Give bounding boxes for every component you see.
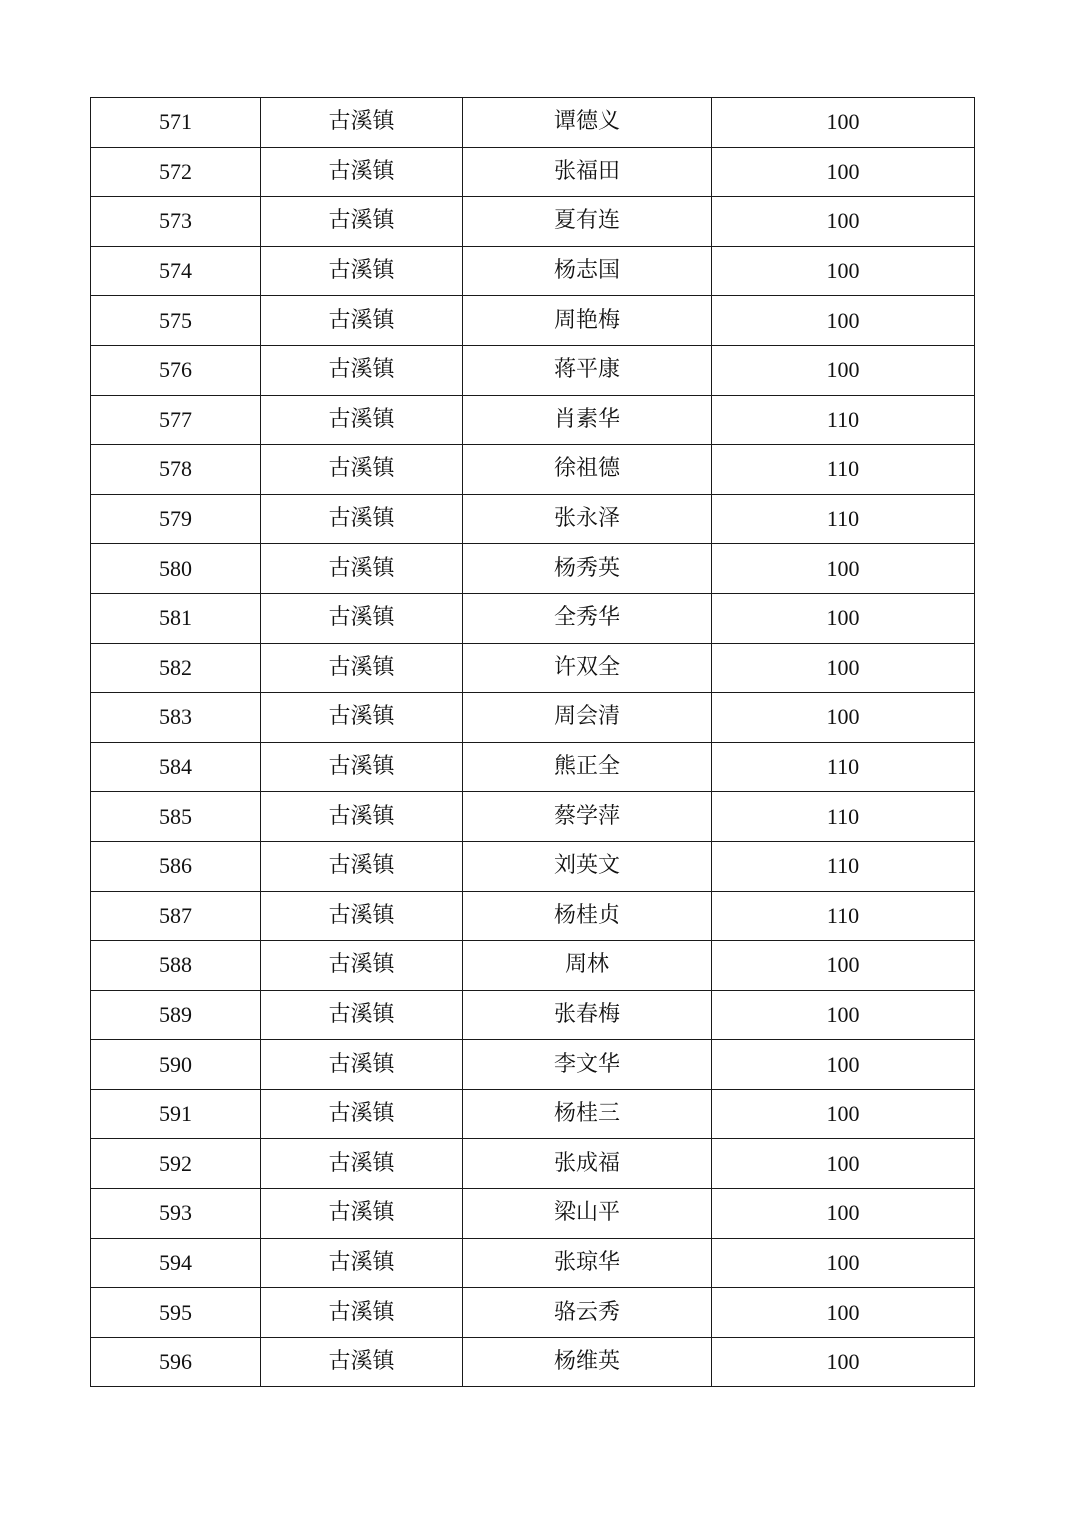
table-row: [91, 395, 975, 445]
person-name-cell: 蔡学萍: [463, 792, 712, 842]
person-name-cell: 周会清: [463, 693, 712, 743]
row-index-cell: 593: [91, 1189, 261, 1239]
row-index-cell: 587: [91, 891, 261, 941]
town-cell: 古溪镇: [261, 544, 463, 594]
amount-cell: 100: [712, 345, 975, 395]
amount-cell: 100: [712, 1238, 975, 1288]
table-row: [91, 742, 975, 792]
town-cell: 古溪镇: [261, 246, 463, 296]
amount-cell: 100: [712, 197, 975, 247]
person-name-cell: 梁山平: [463, 1189, 712, 1239]
amount-cell: 100: [712, 246, 975, 296]
amount-cell: 100: [712, 296, 975, 346]
town-cell: 古溪镇: [261, 593, 463, 643]
amount-cell: 100: [712, 693, 975, 743]
table-row: [91, 693, 975, 743]
person-name-cell: 谭德义: [463, 98, 712, 148]
table-row: [91, 1040, 975, 1090]
person-name-cell: 杨桂贞: [463, 891, 712, 941]
town-cell: 古溪镇: [261, 1238, 463, 1288]
amount-cell: 100: [712, 1089, 975, 1139]
table-row: [91, 494, 975, 544]
amount-cell: 100: [712, 990, 975, 1040]
row-index-cell: 584: [91, 742, 261, 792]
amount-cell: 100: [712, 1040, 975, 1090]
town-cell: 古溪镇: [261, 1337, 463, 1387]
amount-cell: 100: [712, 1337, 975, 1387]
amount-cell: 100: [712, 147, 975, 197]
table-row: [91, 792, 975, 842]
row-index-cell: 581: [91, 593, 261, 643]
town-cell: 古溪镇: [261, 941, 463, 991]
row-index-cell: 595: [91, 1288, 261, 1338]
row-index-cell: 578: [91, 445, 261, 495]
table-row: [91, 1139, 975, 1189]
person-name-cell: 杨秀英: [463, 544, 712, 594]
person-name-cell: 张永泽: [463, 494, 712, 544]
amount-cell: 100: [712, 593, 975, 643]
person-name-cell: 张琼华: [463, 1238, 712, 1288]
person-name-cell: 周艳梅: [463, 296, 712, 346]
amount-cell: 110: [712, 891, 975, 941]
person-name-cell: 张春梅: [463, 990, 712, 1040]
amount-cell: 100: [712, 941, 975, 991]
table-row: [91, 841, 975, 891]
town-cell: 古溪镇: [261, 990, 463, 1040]
person-name-cell: 杨志国: [463, 246, 712, 296]
town-cell: 古溪镇: [261, 395, 463, 445]
row-index-cell: 571: [91, 98, 261, 148]
town-cell: 古溪镇: [261, 643, 463, 693]
amount-cell: 100: [712, 98, 975, 148]
table-row: [91, 246, 975, 296]
person-name-cell: 熊正全: [463, 742, 712, 792]
row-index-cell: 576: [91, 345, 261, 395]
town-cell: 古溪镇: [261, 841, 463, 891]
town-cell: 古溪镇: [261, 742, 463, 792]
row-index-cell: 580: [91, 544, 261, 594]
town-cell: 古溪镇: [261, 445, 463, 495]
amount-cell: 100: [712, 544, 975, 594]
person-name-cell: 许双全: [463, 643, 712, 693]
table-row: [91, 643, 975, 693]
town-cell: 古溪镇: [261, 345, 463, 395]
row-index-cell: 594: [91, 1238, 261, 1288]
row-index-cell: 592: [91, 1139, 261, 1189]
person-name-cell: 周林: [463, 941, 712, 991]
roster-table-body: [91, 98, 975, 1387]
table-row: [91, 1238, 975, 1288]
person-name-cell: 李文华: [463, 1040, 712, 1090]
table-row: [91, 197, 975, 247]
person-name-cell: 刘英文: [463, 841, 712, 891]
table-row: [91, 147, 975, 197]
row-index-cell: 579: [91, 494, 261, 544]
table-row: [91, 891, 975, 941]
town-cell: 古溪镇: [261, 1189, 463, 1239]
table-row: [91, 296, 975, 346]
town-cell: 古溪镇: [261, 1288, 463, 1338]
town-cell: 古溪镇: [261, 197, 463, 247]
table-row: [91, 445, 975, 495]
town-cell: 古溪镇: [261, 296, 463, 346]
town-cell: 古溪镇: [261, 1139, 463, 1189]
town-cell: 古溪镇: [261, 693, 463, 743]
row-index-cell: 591: [91, 1089, 261, 1139]
row-index-cell: 573: [91, 197, 261, 247]
amount-cell: 110: [712, 742, 975, 792]
row-index-cell: 575: [91, 296, 261, 346]
table-row: [91, 1189, 975, 1239]
table-row: [91, 1089, 975, 1139]
town-cell: 古溪镇: [261, 98, 463, 148]
row-index-cell: 585: [91, 792, 261, 842]
town-cell: 古溪镇: [261, 147, 463, 197]
row-index-cell: 588: [91, 941, 261, 991]
amount-cell: 110: [712, 841, 975, 891]
town-cell: 古溪镇: [261, 1089, 463, 1139]
table-row: [91, 1288, 975, 1338]
amount-cell: 110: [712, 395, 975, 445]
town-cell: 古溪镇: [261, 494, 463, 544]
town-cell: 古溪镇: [261, 891, 463, 941]
town-cell: 古溪镇: [261, 792, 463, 842]
amount-cell: 100: [712, 1139, 975, 1189]
person-name-cell: 骆云秀: [463, 1288, 712, 1338]
roster-table: [90, 97, 975, 1387]
row-index-cell: 583: [91, 693, 261, 743]
row-index-cell: 590: [91, 1040, 261, 1090]
amount-cell: 100: [712, 643, 975, 693]
amount-cell: 100: [712, 1189, 975, 1239]
person-name-cell: 肖素华: [463, 395, 712, 445]
table-row: [91, 941, 975, 991]
row-index-cell: 589: [91, 990, 261, 1040]
table-row: [91, 990, 975, 1040]
table-row: [91, 593, 975, 643]
table-row: [91, 345, 975, 395]
person-name-cell: 蒋平康: [463, 345, 712, 395]
person-name-cell: 杨维英: [463, 1337, 712, 1387]
person-name-cell: 张福田: [463, 147, 712, 197]
person-name-cell: 杨桂三: [463, 1089, 712, 1139]
table-row: [91, 544, 975, 594]
town-cell: 古溪镇: [261, 1040, 463, 1090]
row-index-cell: 596: [91, 1337, 261, 1387]
person-name-cell: 徐祖德: [463, 445, 712, 495]
person-name-cell: 全秀华: [463, 593, 712, 643]
row-index-cell: 574: [91, 246, 261, 296]
amount-cell: 110: [712, 445, 975, 495]
row-index-cell: 577: [91, 395, 261, 445]
person-name-cell: 夏有连: [463, 197, 712, 247]
amount-cell: 110: [712, 494, 975, 544]
amount-cell: 110: [712, 792, 975, 842]
table-row: [91, 1337, 975, 1387]
person-name-cell: 张成福: [463, 1139, 712, 1189]
row-index-cell: 586: [91, 841, 261, 891]
amount-cell: 100: [712, 1288, 975, 1338]
table-row: [91, 98, 975, 148]
row-index-cell: 582: [91, 643, 261, 693]
row-index-cell: 572: [91, 147, 261, 197]
